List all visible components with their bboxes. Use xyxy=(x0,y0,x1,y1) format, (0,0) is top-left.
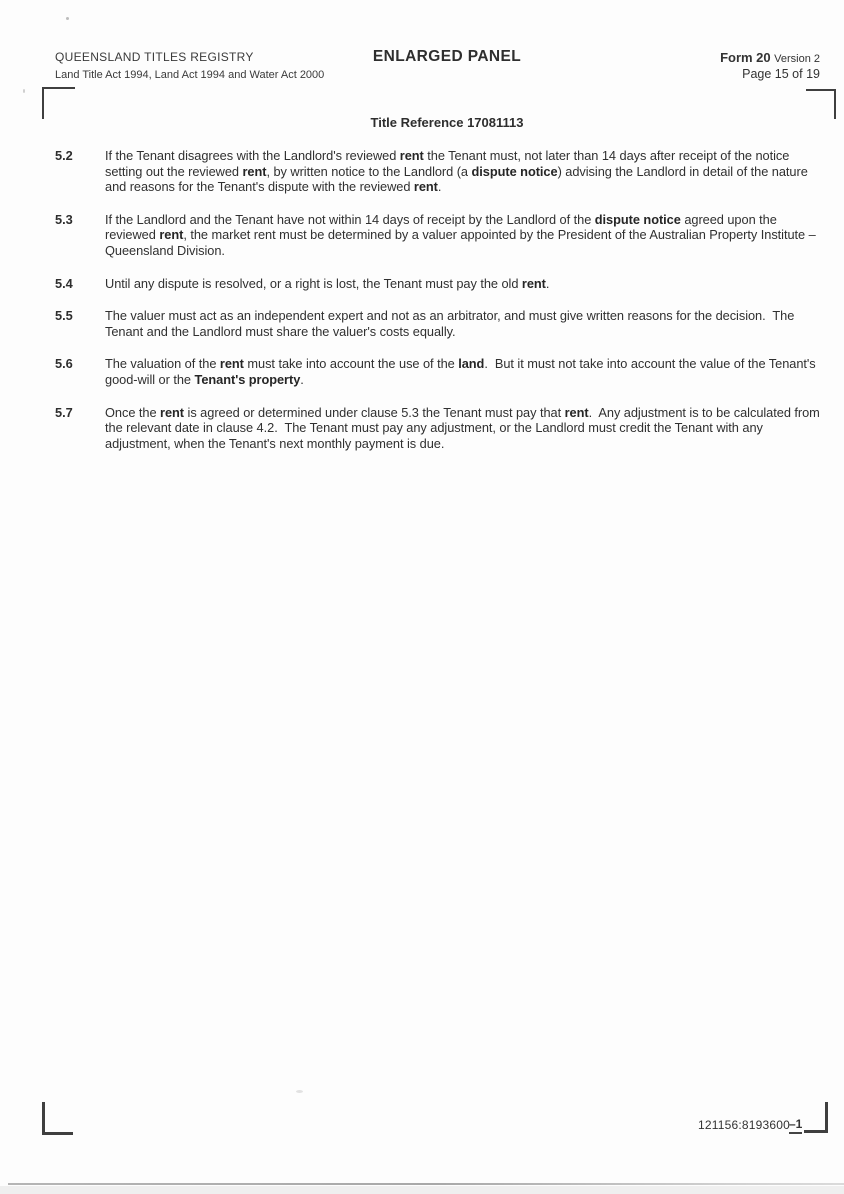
clause-5-3 xyxy=(55,212,820,259)
crop-mark-bottom-right xyxy=(804,1102,828,1133)
form-number-line xyxy=(720,50,820,65)
form-version: Version 2 xyxy=(774,53,820,65)
form-number: Form 20 xyxy=(720,50,771,65)
crop-mark-top-left xyxy=(42,87,75,119)
clause-text: The valuation of the rent must take into account the use of the land. But it must not take into account the value of the Tenant's good-will or the Tenant's property. xyxy=(105,356,820,387)
footer-code: 121156:8193600 xyxy=(697,1118,790,1132)
clause-number: 5.7 xyxy=(55,404,73,420)
crop-mark-bottom-left xyxy=(42,1102,73,1135)
clause-number: 5.2 xyxy=(55,148,73,163)
clause-number: 5.3 xyxy=(55,211,73,227)
clause-5-6 xyxy=(55,356,820,387)
scan-speck xyxy=(23,89,25,93)
enlarged-panel-heading: ENLARGED PANEL xyxy=(372,48,522,65)
title-reference: Title Reference 17081113 xyxy=(370,115,524,130)
clause-text: The valuer must act as an independent expert and not as an arbitrator, and must give written reasons for the decision. The Tenant and the Landlord must share the valuer's costs equally. xyxy=(105,308,798,339)
clause-5-2 xyxy=(55,148,820,195)
clause-text: If the Tenant disagrees with the Landlord's reviewed rent the Tenant must, not later than 14 days after receipt of the notice setting out the reviewed rent, by written notice to the Landlord (a dispute notice) advising the Landlord in detail of the nature and reasons for the Tenant's dispute with the reviewed rent. xyxy=(105,148,812,195)
clause-text: Once the rent is agreed or determined under clause 5.3 the Tenant must pay that rent. Any adjustment is to be calculated from the relevant date in clause 4.2. The Tenant must pay any adjustment, or the Landlord must credit the Tenant with any adjustment, when the Tenant's next monthly payment is due. xyxy=(105,404,824,451)
clause-5-4 xyxy=(55,276,820,292)
clause-number: 5.4 xyxy=(55,275,73,291)
clause-text: Until any dispute is resolved, or a right is lost, the Tenant must pay the old rent. xyxy=(105,275,550,291)
page-indicator: Page 15 of 19 xyxy=(742,67,820,81)
clause-text: If the Landlord and the Tenant have not within 14 days of receipt by the Landlord of the dispute notice agreed upon the reviewed rent, the market rent must be determined by a valuer appointed by the President of the Australian Property Institute – Queensland Division. xyxy=(105,211,820,258)
clause-number: 5.5 xyxy=(55,308,73,324)
scan-artifact-strip xyxy=(0,1186,844,1194)
acts-subtitle: Land Title Act 1994, Land Act 1994 and Water Act 2000 xyxy=(55,69,325,81)
header-right xyxy=(720,50,820,81)
registry-title: QUEENSLAND TITLES REGISTRY xyxy=(55,50,254,64)
crop-mark-top-right xyxy=(806,89,836,119)
clause-5-5 xyxy=(55,308,820,339)
scan-artifact-line xyxy=(8,1183,844,1185)
clauses xyxy=(55,148,824,468)
clause-number: 5.6 xyxy=(55,356,73,372)
header-left xyxy=(55,50,324,81)
clause-5-7 xyxy=(55,404,824,452)
footer-code-suffix: –1 xyxy=(789,1117,802,1134)
scan-speck xyxy=(66,17,69,20)
scan-speck xyxy=(296,1090,303,1093)
